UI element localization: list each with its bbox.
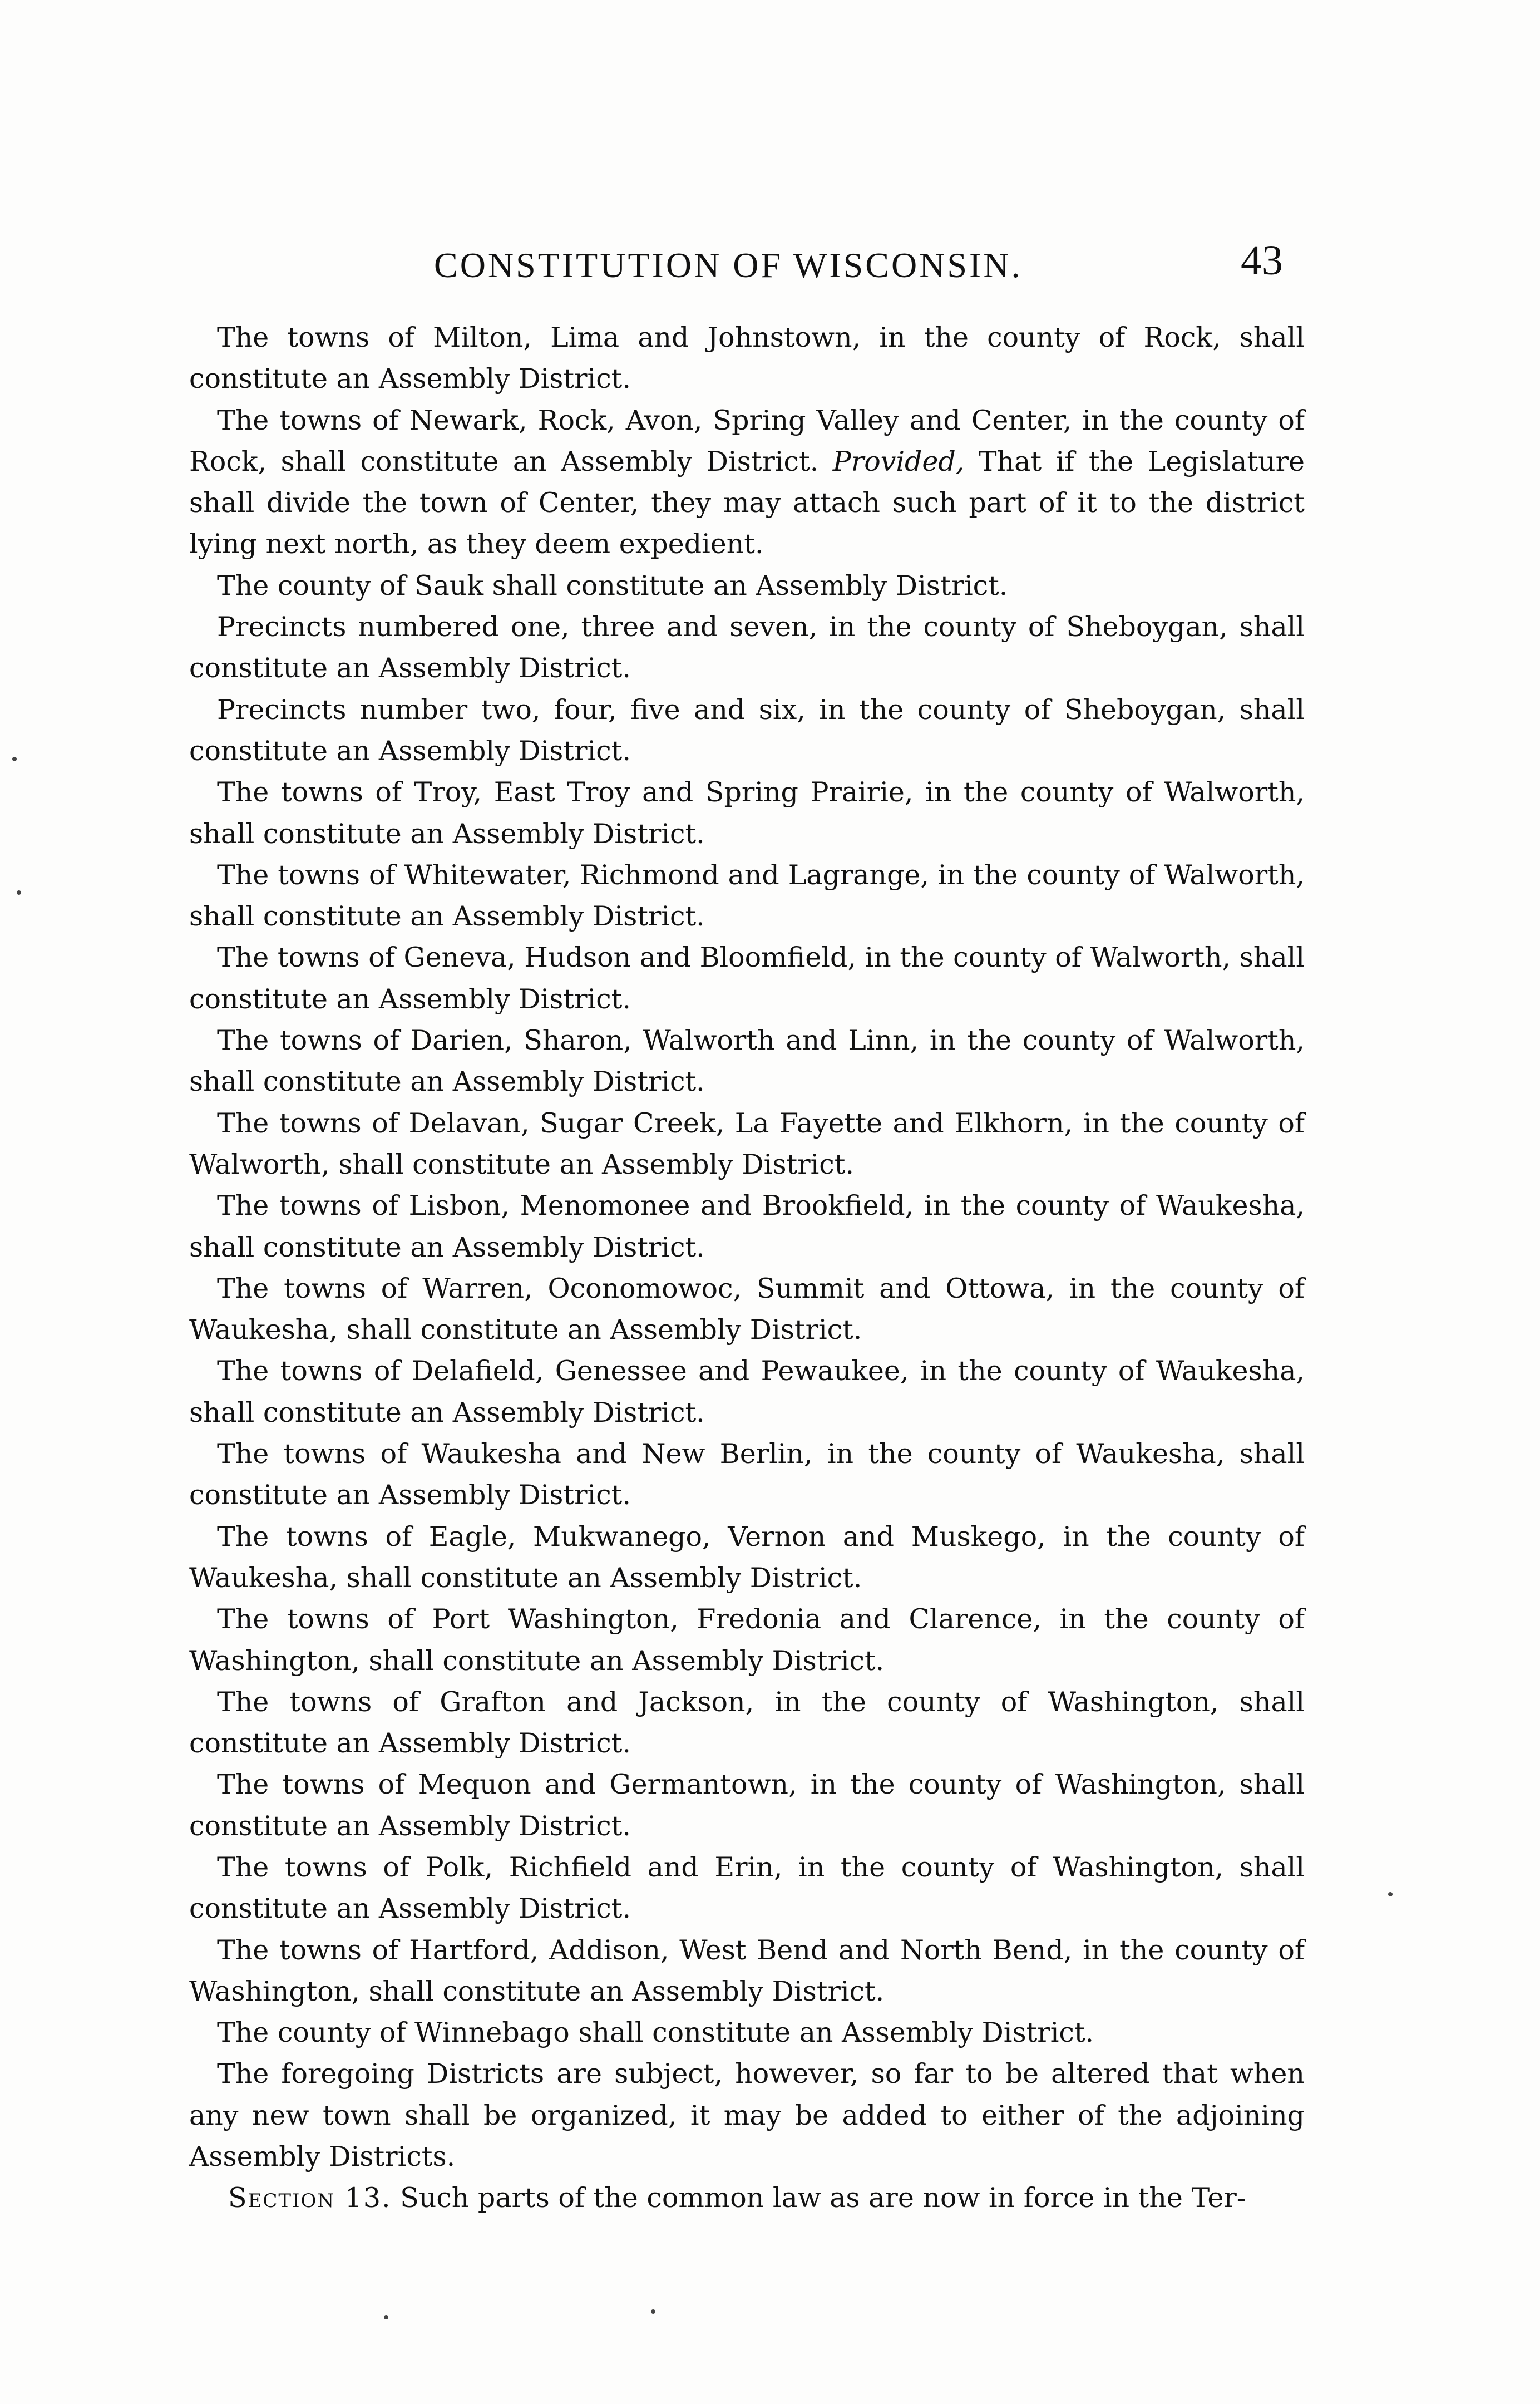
paragraph: The foregoing Districts are subject, however, so far to be altered that when any new town shall be organized, it may be added to either of the adjoining Assembly Districts. — [189, 2058, 1305, 2173]
paragraph: The towns of Hartford, Addison, West Bend and North Bend, in the county of Washington, shall constitute an Assembly District. — [189, 1934, 1305, 2007]
paragraph: Precincts numbered one, three and seven, in the county of Sheboygan, shall constitute an Assembly District. — [189, 611, 1305, 684]
paragraph: The county of Winnebago shall constitute an Assembly District. — [217, 2017, 1094, 2049]
paragraph: The towns of Delavan, Sugar Creek, La Fayette and Elkhorn, in the county of Walworth, shall constitute an Assembly District. — [189, 1107, 1305, 1180]
paragraph: The towns of Polk, Richfield and Erin, in the county of Washington, shall constitute an Assembly District. — [189, 1851, 1305, 1925]
running-title: CONSTITUTION OF WISCONSIN. — [434, 245, 1023, 285]
page-number: 43 — [1241, 237, 1283, 284]
paragraph: The towns of Waukesha and New Berlin, in the county of Waukesha, shall constitute an Assembly District. — [189, 1438, 1305, 1511]
scan-speck — [1388, 1892, 1393, 1896]
scan-speck — [651, 2309, 655, 2314]
paragraph: The towns of Warren, Oconomowoc, Summit and Ottowa, in the county of Waukesha, shall constitute an Assembly District. — [189, 1272, 1305, 1346]
paragraph: The towns of Grafton and Jackson, in the county of Washington, shall constitute an Assembly District. — [189, 1686, 1305, 1760]
paragraph: The towns of Eagle, Mukwanego, Vernon and Muskego, in the county of Waukesha, shall constitute an Assembly District. — [189, 1520, 1305, 1594]
paragraph: The towns of Lisbon, Menomonee and Brookfield, in the county of Waukesha, shall constitute an Assembly District. — [189, 1190, 1305, 1263]
paragraph: The towns of Delafield, Genessee and Pewaukee, in the county of Waukesha, shall constitute an Assembly District. — [189, 1355, 1305, 1428]
section-paragraph — [189, 2178, 1305, 2219]
paragraph-with-proviso — [189, 400, 1305, 565]
paragraph: The county of Sauk shall constitute an Assembly District. — [217, 569, 1008, 602]
section-label: Section 13. — [228, 2182, 392, 2214]
paragraph: The towns of Mequon and Germantown, in the county of Washington, shall constitute an Assembly District. — [189, 1768, 1305, 1842]
paragraph: The towns of Port Washington, Fredonia and Clarence, in the county of Washington, shall constitute an Assembly District. — [189, 1603, 1305, 1677]
scan-speck — [384, 2315, 388, 2319]
paragraph: The towns of Geneva, Hudson and Bloomfield, in the county of Walworth, shall constitute an Assembly District. — [189, 942, 1305, 1015]
scan-speck — [17, 890, 21, 895]
section-text: Such parts of the common law as are now in force in the Ter- — [391, 2182, 1246, 2214]
proviso-label: Provided, — [832, 445, 965, 477]
paragraph: The towns of Darien, Sharon, Walworth and Linn, in the county of Walworth, shall constitute an Assembly District. — [189, 1024, 1305, 1098]
paragraph: Precincts number two, four, five and six, in the county of Sheboygan, shall constitute an Assembly District. — [189, 693, 1305, 767]
proviso-text: That if the Legislature shall divide the town of Center, they may attach such part of it to the district lying next north, as they deem expedient. — [189, 445, 1305, 560]
paragraph-text: The towns of Newark, Rock, Avon, Spring Valley and Center, in the county of Rock, shall constitute an Assembly District. — [189, 404, 1305, 477]
paragraph: The towns of Troy, East Troy and Spring Prairie, in the county of Walworth, shall constitute an Assembly District. — [189, 776, 1305, 850]
paragraph: The towns of Milton, Lima and Johnstown, in the county of Rock, shall constitute an Assembly District. — [189, 322, 1305, 395]
scan-speck — [12, 757, 17, 761]
body-text — [189, 317, 1305, 2219]
paragraph: The towns of Whitewater, Richmond and Lagrange, in the county of Walworth, shall constitute an Assembly District. — [189, 859, 1305, 933]
